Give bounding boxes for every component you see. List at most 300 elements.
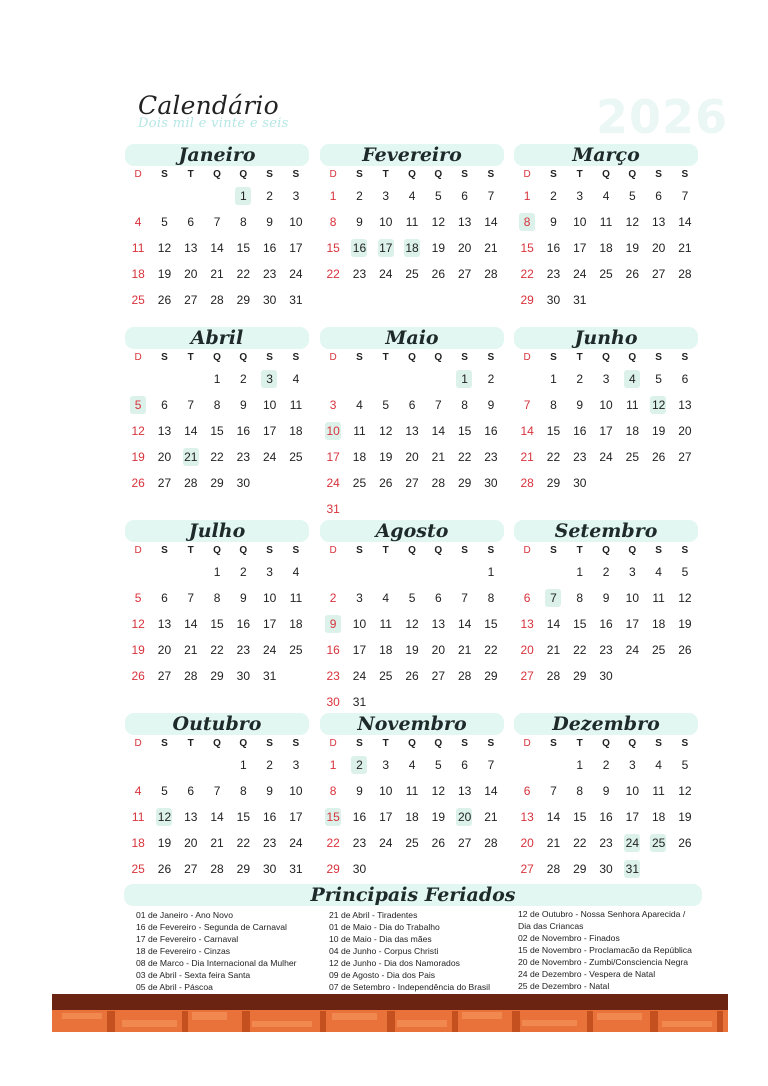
day-grid xyxy=(320,562,504,718)
day-cell: 10 xyxy=(320,421,346,447)
day-cell: 6 xyxy=(523,784,531,798)
weekday-label: S xyxy=(161,738,168,749)
day-cell: 25 xyxy=(379,669,393,683)
day-cell: 15 xyxy=(546,424,561,438)
day-cell: 9 xyxy=(602,784,610,798)
day-cell: 16 xyxy=(599,810,613,824)
month-março xyxy=(514,144,698,316)
weekday-header xyxy=(514,737,698,751)
weekday-header xyxy=(320,351,504,365)
day-cell: 7 xyxy=(187,591,195,605)
day-cell: 24 xyxy=(619,833,645,859)
day-cell: 22 xyxy=(326,836,340,850)
day-cell: 1 xyxy=(576,565,584,579)
day-cell: 20 xyxy=(431,643,446,657)
holiday-item: 21 de Abril - Tiradentes xyxy=(329,910,418,920)
day-cell: 14 xyxy=(484,784,498,798)
holiday-item: 08 de Marco - Dia Internacional da Mulher xyxy=(136,958,297,968)
weekday-label: T xyxy=(187,545,194,556)
day-cell: 12 xyxy=(431,215,446,229)
day-cell: 18 xyxy=(599,241,613,255)
day-cell: 5 xyxy=(161,784,168,798)
weekday-label: T xyxy=(382,545,389,556)
month-setembro xyxy=(514,520,698,692)
day-cell: 19 xyxy=(651,424,666,438)
day-cell: 26 xyxy=(625,267,640,281)
day-cell: 17 xyxy=(262,424,277,438)
day-cell: 17 xyxy=(289,810,303,824)
holiday-item: 02 de Novembro - Finados xyxy=(518,933,620,943)
day-cell: 4 xyxy=(292,565,300,579)
holiday-item: 07 de Setembro - Independência do Brasil xyxy=(329,982,490,992)
holiday-item: 24 de Dezembro - Vespera de Natal xyxy=(518,969,656,979)
day-cell: 25 xyxy=(645,833,671,859)
weekday-label: Q xyxy=(213,169,221,180)
day-cell: 5 xyxy=(125,395,151,421)
day-grid xyxy=(514,755,698,885)
day-cell: 4 xyxy=(382,591,390,605)
weekday-label: T xyxy=(576,545,583,556)
day-cell: 3 xyxy=(628,565,636,579)
day-cell: 4 xyxy=(619,369,645,395)
day-cell: 4 xyxy=(655,565,662,579)
day-cell: 23 xyxy=(236,450,251,464)
weekday-label: D xyxy=(134,352,142,363)
weekday-label: Q xyxy=(213,545,221,556)
day-cell: 11 xyxy=(626,398,639,412)
weekday-label: S xyxy=(292,352,300,363)
day-cell: 28 xyxy=(484,836,498,850)
day-cell: 21 xyxy=(431,450,446,464)
day-cell: 3 xyxy=(382,189,390,203)
day-grid xyxy=(514,562,698,692)
day-cell: 29 xyxy=(210,476,224,490)
weekday-label: S xyxy=(487,545,495,556)
weekday-label: Q xyxy=(408,169,416,180)
day-cell: 6 xyxy=(187,784,195,798)
month-junho xyxy=(514,327,698,499)
day-cell: 27 xyxy=(457,267,472,281)
day-cell: 12 xyxy=(151,807,177,833)
day-cell: 19 xyxy=(678,617,692,631)
day-cell: 6 xyxy=(461,189,468,203)
day-cell: 11 xyxy=(652,784,665,798)
day-cell: 26 xyxy=(431,267,446,281)
day-cell: 7 xyxy=(487,189,495,203)
day-cell: 13 xyxy=(157,424,172,438)
empty-cell xyxy=(320,369,346,395)
day-cell: 7 xyxy=(550,784,557,798)
weekday-label: T xyxy=(382,352,389,363)
weekday-label: Q xyxy=(239,169,248,180)
day-cell: 5 xyxy=(161,215,168,229)
day-cell: 28 xyxy=(678,267,692,281)
weekday-label: S xyxy=(161,545,168,556)
day-cell: 11 xyxy=(405,215,419,229)
day-cell: 3 xyxy=(602,372,610,386)
day-cell: 19 xyxy=(157,836,172,850)
day-cell: 14 xyxy=(184,424,198,438)
day-cell: 19 xyxy=(131,450,145,464)
day-cell: 27 xyxy=(520,669,534,683)
day-cell: 17 xyxy=(625,810,640,824)
day-cell: 13 xyxy=(184,810,198,824)
empty-cell xyxy=(125,755,151,781)
day-cell: 21 xyxy=(520,450,534,464)
holiday-item: 15 de Novembro - Proclamacão da República xyxy=(518,945,692,955)
day-cell: 18 xyxy=(405,810,419,824)
day-cell: 8 xyxy=(514,212,540,238)
day-cell: 16 xyxy=(236,617,251,631)
weekday-label: S xyxy=(550,169,557,180)
month-julho xyxy=(125,520,309,692)
empty-cell xyxy=(204,755,230,781)
holidays-column xyxy=(136,909,297,993)
day-cell: 2 xyxy=(329,591,337,605)
weekday-label: S xyxy=(266,545,273,556)
day-cell: 19 xyxy=(625,241,640,255)
day-cell: 28 xyxy=(184,669,198,683)
day-cell: 30 xyxy=(236,669,251,683)
weekday-label: Q xyxy=(602,545,610,556)
day-cell: 27 xyxy=(405,476,419,490)
day-cell: 8 xyxy=(239,215,247,229)
day-cell: 5 xyxy=(681,565,689,579)
day-cell: 22 xyxy=(326,267,340,281)
day-cell: 15 xyxy=(326,241,340,255)
day-cell: 31 xyxy=(619,859,645,885)
day-cell: 15 xyxy=(236,810,251,824)
day-cell: 7 xyxy=(523,398,531,412)
weekday-label: Q xyxy=(434,545,443,556)
weekday-label: S xyxy=(461,169,468,180)
weekday-label: S xyxy=(356,738,363,749)
calendar-title: Calendário xyxy=(138,91,279,120)
day-cell: 22 xyxy=(484,643,498,657)
holiday-item: 05 de Abril - Páscoa xyxy=(136,982,213,992)
day-cell: 12 xyxy=(431,784,446,798)
weekday-label: T xyxy=(576,738,583,749)
day-cell: 10 xyxy=(599,398,613,412)
day-cell: 28 xyxy=(546,669,561,683)
day-cell: 1 xyxy=(239,758,247,772)
weekday-label: Q xyxy=(213,738,221,749)
day-cell: 24 xyxy=(262,450,277,464)
day-cell: 6 xyxy=(187,215,195,229)
day-cell: 16 xyxy=(546,241,561,255)
weekday-label: S xyxy=(266,352,273,363)
day-cell: 13 xyxy=(520,810,534,824)
day-cell: 2 xyxy=(239,372,247,386)
weekday-header xyxy=(514,351,698,365)
day-cell: 3 xyxy=(292,189,300,203)
day-cell: 4 xyxy=(655,758,662,772)
day-cell: 21 xyxy=(184,643,198,657)
day-cell: 22 xyxy=(236,836,251,850)
weekday-label: Q xyxy=(628,169,637,180)
day-cell: 28 xyxy=(210,862,224,876)
weekday-label: D xyxy=(329,352,337,363)
weekday-label: Q xyxy=(602,352,610,363)
day-cell: 23 xyxy=(546,267,561,281)
weekday-label: S xyxy=(292,545,300,556)
month-outubro xyxy=(125,713,309,885)
day-cell: 14 xyxy=(484,215,498,229)
day-cell: 20 xyxy=(405,450,419,464)
weekday-label: S xyxy=(681,352,689,363)
day-cell: 1 xyxy=(550,372,557,386)
day-cell: 9 xyxy=(239,591,247,605)
weekday-label: Q xyxy=(434,738,443,749)
month-agosto xyxy=(320,520,504,718)
day-cell: 2 xyxy=(487,372,495,386)
day-cell: 13 xyxy=(651,215,666,229)
day-cell: 4 xyxy=(602,189,610,203)
day-cell: 30 xyxy=(326,695,340,709)
weekday-label: D xyxy=(329,738,337,749)
empty-cell xyxy=(151,562,177,588)
day-cell: 17 xyxy=(573,241,587,255)
day-cell: 1 xyxy=(523,189,531,203)
month-name: Agosto xyxy=(320,520,504,542)
day-cell: 24 xyxy=(379,267,393,281)
weekday-label: D xyxy=(134,169,142,180)
month-fevereiro xyxy=(320,144,504,290)
day-cell: 28 xyxy=(546,862,561,876)
day-cell: 9 xyxy=(239,398,247,412)
day-cell: 23 xyxy=(352,267,367,281)
day-cell: 19 xyxy=(431,241,446,255)
weekday-header xyxy=(125,168,309,182)
day-cell: 17 xyxy=(625,617,640,631)
day-cell: 8 xyxy=(550,398,557,412)
day-cell: 13 xyxy=(678,398,692,412)
day-cell: 22 xyxy=(457,450,472,464)
weekday-label: T xyxy=(576,352,583,363)
day-cell: 25 xyxy=(131,293,145,307)
year-watermark: 2026 xyxy=(596,90,729,144)
holiday-item: 16 de Fevereiro - Segunda de Carnaval xyxy=(136,922,287,932)
day-cell: 22 xyxy=(210,643,224,657)
weekday-label: D xyxy=(134,738,142,749)
empty-cell xyxy=(125,562,151,588)
day-cell: 14 xyxy=(210,810,224,824)
weekday-label: S xyxy=(292,169,300,180)
wood-floor-decoration xyxy=(52,994,728,1032)
day-cell: 29 xyxy=(484,669,498,683)
empty-cell xyxy=(540,562,566,588)
weekday-label: Q xyxy=(239,352,248,363)
day-cell: 9 xyxy=(602,591,610,605)
weekday-label: S xyxy=(292,738,300,749)
day-cell: 21 xyxy=(210,836,224,850)
day-cell: 17 xyxy=(326,450,340,464)
day-cell: 3 xyxy=(292,758,300,772)
day-cell: 21 xyxy=(457,643,472,657)
day-cell: 21 xyxy=(546,643,561,657)
day-cell: 10 xyxy=(625,591,640,605)
month-name: Junho xyxy=(514,327,698,349)
empty-cell xyxy=(151,369,177,395)
day-cell: 16 xyxy=(236,424,251,438)
day-cell: 29 xyxy=(326,862,340,876)
day-cell: 23 xyxy=(599,836,613,850)
day-cell: 5 xyxy=(655,372,662,386)
day-cell: 12 xyxy=(131,424,145,438)
weekday-label: T xyxy=(576,169,583,180)
day-cell: 9 xyxy=(356,215,363,229)
holidays-column xyxy=(518,908,692,1004)
day-cell: 23 xyxy=(484,450,498,464)
day-cell: 16 xyxy=(599,617,613,631)
day-cell: 23 xyxy=(262,267,277,281)
empty-cell xyxy=(204,186,230,212)
day-cell: 31 xyxy=(289,862,303,876)
day-cell: 21 xyxy=(484,241,498,255)
day-cell: 8 xyxy=(487,591,495,605)
holiday-item: 01 de Janeiro - Ano Novo xyxy=(136,910,233,920)
day-cell: 21 xyxy=(210,267,224,281)
day-cell: 5 xyxy=(434,758,442,772)
holiday-item: 17 de Fevereiro - Carnaval xyxy=(136,934,239,944)
day-cell: 10 xyxy=(573,215,587,229)
day-cell: 18 xyxy=(399,238,425,264)
day-cell: 20 xyxy=(184,836,198,850)
weekday-label: T xyxy=(187,738,194,749)
day-cell: 11 xyxy=(379,617,392,631)
day-cell: 1 xyxy=(213,565,221,579)
day-cell: 20 xyxy=(678,424,692,438)
day-cell: 25 xyxy=(289,450,303,464)
day-cell: 17 xyxy=(599,424,613,438)
weekday-label: Q xyxy=(628,738,637,749)
day-cell: 26 xyxy=(131,476,145,490)
weekday-header xyxy=(125,351,309,365)
day-cell: 6 xyxy=(655,189,662,203)
day-cell: 11 xyxy=(131,241,145,255)
day-cell: 1 xyxy=(451,369,477,395)
day-grid xyxy=(125,755,309,885)
day-cell: 5 xyxy=(134,591,142,605)
day-cell: 13 xyxy=(457,784,472,798)
day-cell: 29 xyxy=(457,476,472,490)
day-cell: 20 xyxy=(157,450,172,464)
day-cell: 5 xyxy=(434,189,442,203)
day-cell: 24 xyxy=(289,267,303,281)
day-cell: 30 xyxy=(262,293,277,307)
weekday-label: S xyxy=(487,352,495,363)
day-cell: 4 xyxy=(408,758,416,772)
day-grid xyxy=(320,186,504,290)
day-cell: 21 xyxy=(678,241,692,255)
day-cell: 6 xyxy=(681,372,689,386)
month-name: Novembro xyxy=(320,713,504,735)
day-cell: 2 xyxy=(550,189,557,203)
weekday-label: S xyxy=(655,545,662,556)
day-cell: 26 xyxy=(678,643,692,657)
day-cell: 24 xyxy=(573,267,587,281)
day-cell: 11 xyxy=(353,424,366,438)
holiday-item: 09 de Agosto - Dia dos Pais xyxy=(329,970,436,980)
weekday-label: S xyxy=(550,738,557,749)
day-cell: 19 xyxy=(131,643,145,657)
weekday-label: S xyxy=(266,738,273,749)
holiday-item: 18 de Fevereiro - Cinzas xyxy=(136,946,231,956)
day-cell: 14 xyxy=(678,215,692,229)
day-cell: 18 xyxy=(379,643,393,657)
day-cell: 11 xyxy=(405,784,419,798)
day-cell: 21 xyxy=(546,836,561,850)
empty-cell xyxy=(125,186,151,212)
day-cell: 4 xyxy=(292,372,300,386)
weekday-label: S xyxy=(655,352,662,363)
day-cell: 29 xyxy=(236,862,251,876)
day-cell: 24 xyxy=(625,643,640,657)
day-cell: 1 xyxy=(576,758,584,772)
day-cell: 8 xyxy=(213,398,221,412)
holidays-column xyxy=(329,909,490,993)
day-cell: 23 xyxy=(262,836,277,850)
day-cell: 9 xyxy=(266,215,273,229)
day-cell: 7 xyxy=(187,398,195,412)
title-block xyxy=(138,92,289,131)
holiday-item: 04 de Junho - Corpus Christi xyxy=(329,946,439,956)
weekday-header xyxy=(514,544,698,558)
day-cell: 3 xyxy=(266,565,273,579)
day-cell: 24 xyxy=(352,669,367,683)
day-cell: 29 xyxy=(573,862,587,876)
day-cell: 26 xyxy=(379,476,393,490)
day-grid xyxy=(320,369,504,525)
month-name: Maio xyxy=(320,327,504,349)
weekday-label: Q xyxy=(628,352,637,363)
empty-cell xyxy=(399,369,425,395)
weekday-label: S xyxy=(655,738,662,749)
day-cell: 27 xyxy=(457,836,472,850)
day-cell: 29 xyxy=(520,293,534,307)
day-cell: 18 xyxy=(651,617,666,631)
day-cell: 3 xyxy=(356,591,363,605)
day-cell: 10 xyxy=(262,398,277,412)
day-cell: 16 xyxy=(573,424,587,438)
day-cell: 19 xyxy=(157,267,172,281)
day-cell: 8 xyxy=(213,591,221,605)
weekday-label: Q xyxy=(408,738,416,749)
holidays-title: Principais Feriados xyxy=(124,884,702,906)
empty-cell xyxy=(373,562,399,588)
day-cell: 6 xyxy=(161,591,168,605)
day-grid xyxy=(514,186,698,316)
day-cell: 12 xyxy=(678,784,692,798)
day-cell: 8 xyxy=(239,784,247,798)
day-cell: 29 xyxy=(210,669,224,683)
day-cell: 6 xyxy=(434,591,442,605)
day-cell: 22 xyxy=(546,450,561,464)
month-name: Outubro xyxy=(125,713,309,735)
day-cell: 7 xyxy=(213,215,221,229)
day-cell: 31 xyxy=(352,695,367,709)
empty-cell xyxy=(451,562,477,588)
empty-cell xyxy=(540,755,566,781)
day-cell: 18 xyxy=(651,810,666,824)
day-cell: 24 xyxy=(599,450,613,464)
day-cell: 13 xyxy=(457,215,472,229)
weekday-label: Q xyxy=(408,352,416,363)
day-cell: 20 xyxy=(157,643,172,657)
day-cell: 31 xyxy=(573,293,587,307)
day-cell: 7 xyxy=(540,588,566,614)
day-cell: 30 xyxy=(236,476,251,490)
